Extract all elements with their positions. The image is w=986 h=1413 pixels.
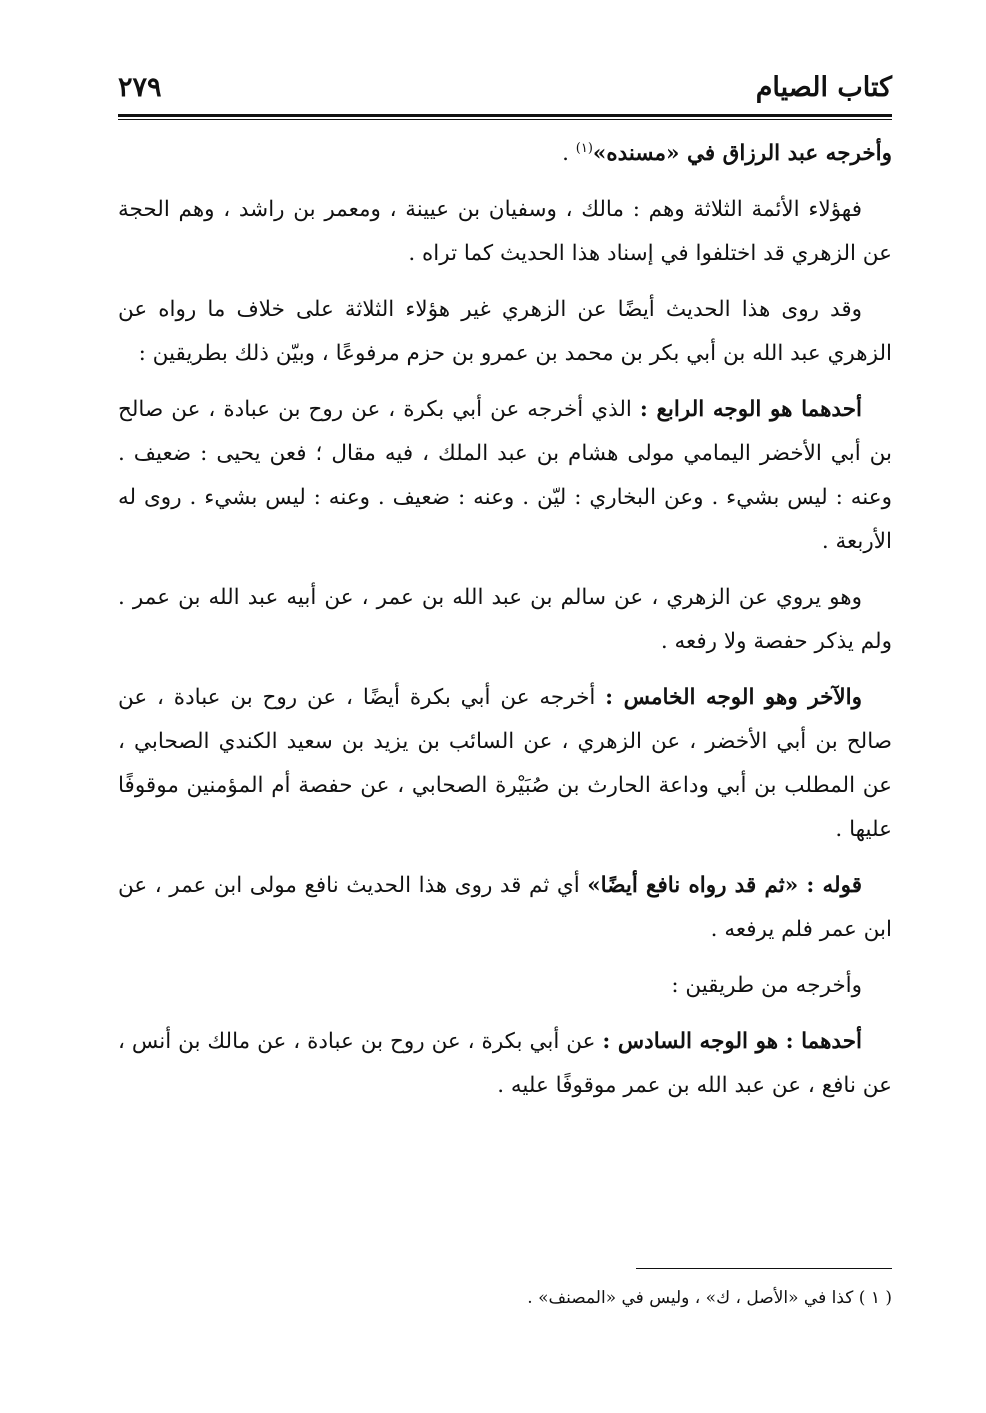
header-rule-thin — [118, 119, 892, 120]
paragraph-lead: أحدهما : هو الوجه السادس : — [602, 1029, 862, 1054]
footnote: ( ١ ) كذا في «الأصل ، ك» ، وليس في «المصنف» . — [527, 1288, 892, 1308]
paragraph-lead: والآخر وهو الوجه الخامس : — [605, 685, 862, 710]
chapter-title: كتاب الصيام — [755, 72, 892, 103]
paragraph-8 — [118, 964, 892, 1008]
paragraph-4 — [118, 388, 892, 564]
footnote-ref: (١) — [575, 140, 593, 156]
paragraph-text: فهؤلاء الأئمة الثلاثة وهم : مالك ، وسفيان بن عيينة ، ومعمر بن راشد ، وهم الحجة عن الزهري قد اختلفوا في إسناد هذا الحديث كما تراه . — [118, 197, 892, 266]
paragraph-text: عن أبي بكرة ، عن روح بن عبادة ، عن مالك بن أنس ، عن نافع ، عن عبد الله بن عمر موقوفًا عليه . — [118, 1029, 892, 1098]
header-rule-thick — [118, 114, 892, 117]
footnote-separator — [636, 1268, 892, 1269]
paragraph-3 — [118, 288, 892, 376]
paragraph-9 — [118, 1020, 892, 1108]
paragraph-1 — [118, 132, 892, 176]
page-number: ٢٧٩ — [118, 72, 162, 103]
paragraph-7 — [118, 864, 892, 952]
paragraph-lead: أحدهما هو الوجه الرابع : — [639, 397, 862, 422]
paragraph-5 — [118, 576, 892, 664]
paragraph-2 — [118, 188, 892, 276]
paragraph-text: وأخرجه من طريقين : — [671, 973, 862, 998]
paragraph-6 — [118, 676, 892, 852]
paragraph-text: وهو يروي عن الزهري ، عن سالم بن عبد الله بن عمر ، عن أبيه عبد الله بن عمر . ولم يذكر حفصة ولا رفعه . — [118, 585, 892, 654]
paragraph-tail: . — [562, 141, 576, 166]
paragraph-lead: وأخرجه عبد الرزاق في «مسنده» — [592, 141, 892, 166]
paragraph-text: أي ثم قد روى هذا الحديث نافع مولى ابن عمر ، عن ابن عمر فلم يرفعه . — [118, 873, 892, 942]
paragraph-lead: قوله : «ثم قد رواه نافع أيضًا» — [587, 873, 862, 898]
paragraph-text: أخرجه عن أبي بكرة أيضًا ، عن روح بن عبادة ، عن صالح بن أبي الأخضر ، عن الزهري ، عن السائب بن يزيد بن سعيد الكندي الصحابي ، عن المطلب بن أبي وداعة الحارث بن صُبَيْرة الصحابي ، عن حفصة أم المؤمنين موقوفًا عليها . — [118, 685, 892, 842]
main-text — [118, 132, 892, 1120]
page-header — [118, 70, 892, 114]
paragraph-text: وقد روى هذا الحديث أيضًا عن الزهري غير هؤلاء الثلاثة على خلاف ما رواه عن الزهري عبد الله بن أبي بكر بن محمد بن عمرو بن حزم مرفوعًا ، وبيّن ذلك بطريقين : — [118, 297, 892, 366]
paragraph-text: الذي أخرجه عن أبي بكرة ، عن روح بن عبادة ، عن صالح بن أبي الأخضر اليمامي مولى هشام بن عبد الملك ، فيه مقال ؛ فعن يحيى : ضعيف . وعنه : ليس بشيء . وعن البخاري : ليّن . وعنه : ضعيف . وعنه : ليس بشيء . روى له الأربعة . — [118, 397, 892, 554]
